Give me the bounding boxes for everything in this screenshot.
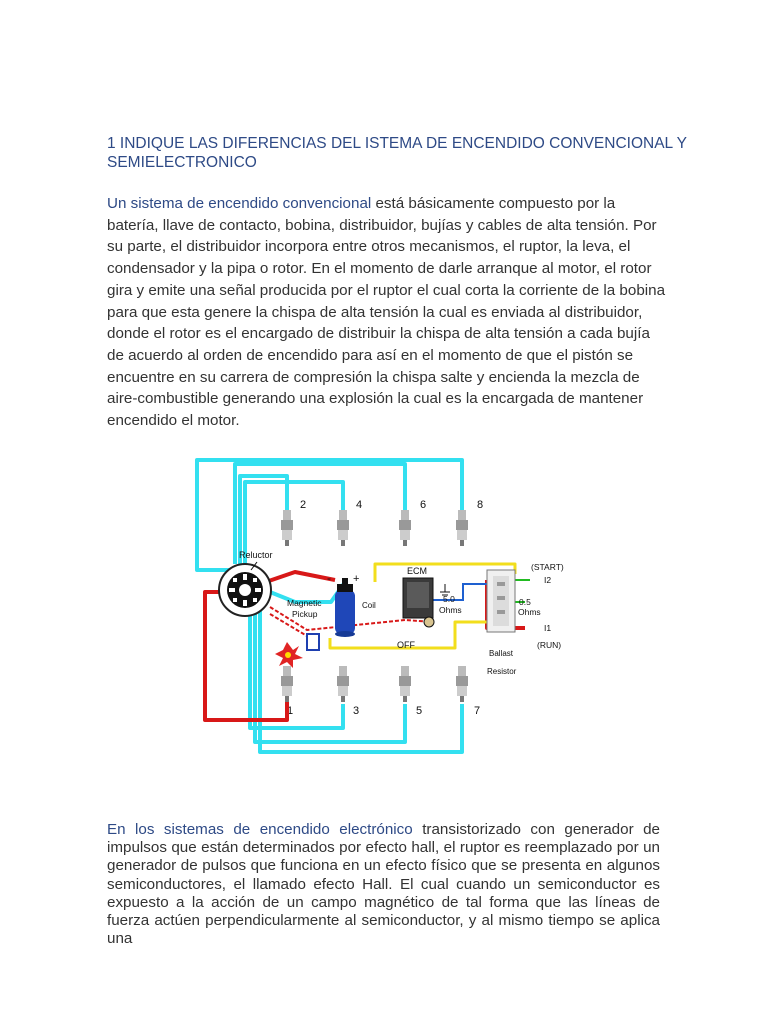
reluctor-label: Reluctor (239, 550, 273, 560)
ohms-left-unit: Ohms (439, 605, 462, 615)
ecm-label: ECM (407, 566, 427, 576)
spark-plug-7 (456, 666, 468, 702)
plug-label-3: 3 (353, 705, 360, 717)
spark-plug-3 (337, 666, 349, 702)
hv-wire-to-plug-6 (235, 464, 405, 564)
ohms-right-unit: Ohms (518, 607, 541, 617)
magnetic-pickup-label-2: Pickup (292, 609, 318, 619)
coil-plus: + (353, 573, 360, 585)
plug-label-8: 8 (477, 499, 484, 511)
paragraph-electronic (107, 821, 660, 948)
off-label: OFF (397, 640, 415, 650)
paragraph-electronic-body: transistorizado con generador de impulsos que están determinados por efecto hall, el ruptor es reemplazado por un generador de pulsos que funciona en un efecto físico que se presenta en algunos semiconductores, el llamado efecto Hall. El cual cuando un semiconductor es expuesto a la acción de un campo magnético de tal forma que las líneas de fuerza actúen perpendicularmente al semiconductor, y al mismo tiempo se aplica una (107, 821, 660, 948)
start-label: (START) (531, 562, 564, 572)
ballast-label-2: Resistor (487, 667, 517, 676)
plug-label-7: 7 (474, 705, 481, 717)
i1-label: I1 (544, 623, 552, 633)
hv-wire-to-plug-5 (255, 612, 405, 742)
spark-plug-4 (337, 510, 349, 546)
spark-plug-6 (399, 510, 411, 546)
spark-plugs-top (281, 510, 468, 546)
hv-wire-to-plug-3 (250, 614, 343, 728)
ohms-left-value: 5.0 (443, 594, 455, 604)
run-label: (RUN) (537, 640, 562, 650)
plug-label-1: 1 (287, 705, 294, 717)
ohms-right-value: 0.5 (519, 597, 531, 607)
spark-plug-1 (281, 666, 293, 702)
magnetic-pickup-label-1: Magnetic (287, 598, 322, 608)
distributor (219, 564, 271, 616)
paragraph-electronic-lead: En los sistemas de encendido electrónico (107, 821, 413, 838)
spark-plug-5 (399, 666, 411, 702)
section-heading: 1 INDIQUE LAS DIFERENCIAS DEL ISTEMA DE ENCENDIDO CONVENCIONAL Y SEMIELECTRONICO (107, 135, 687, 171)
plug-label-2: 2 (300, 499, 307, 511)
spark-plug-2 (281, 510, 293, 546)
coil-body (335, 590, 355, 634)
coil-label: Coil (362, 601, 376, 610)
spark-plugs-bottom (281, 666, 468, 702)
coil-minus: - (327, 571, 331, 585)
i2-label: I2 (544, 575, 552, 585)
ballast-resistor (487, 570, 515, 632)
plug-label-6: 6 (420, 499, 427, 511)
spark-plug-8 (456, 510, 468, 546)
ignition-coil (335, 578, 355, 637)
paragraph-conventional-body: está básicamente compuesto por la batería, llave de contacto, bobina, distribuidor, bujías y cables de alta tensión. Por su parte, el distribuidor incorpora entre otros mecanismos, el ruptor, la leva, el condensador y la pipa o rotor. En el momento de darle arranque al motor, el rotor gira y emite una señal producida por el ruptor el cual corta la corriente de la bobina para que esta genere la chispa de alta tensión la cual es enviada al distribuidor, donde el rotor es el encargado de distribuir la chispa de alta tensión a cada bujía de acuerdo al orden de encendido para así en el momento de que el pistón se encuentre en su carrera de compresión la chispa salte y encienda la mezcla de aire-combustible generando una explosión la cual es la encargada de mantener encendido el motor. (107, 195, 666, 430)
paragraph-conventional-lead: Un sistema de encendido convencional (107, 195, 372, 212)
plug-label-4: 4 (356, 499, 363, 511)
red-wire-coil-negative (260, 572, 335, 584)
plug-label-5: 5 (416, 705, 423, 717)
wiring-diagram-svg (175, 452, 575, 782)
pickup-connector (307, 634, 319, 650)
paragraph-conventional (107, 193, 667, 432)
ballast-label-1: Ballast (489, 649, 514, 658)
ignition-wiring-diagram (175, 452, 575, 782)
